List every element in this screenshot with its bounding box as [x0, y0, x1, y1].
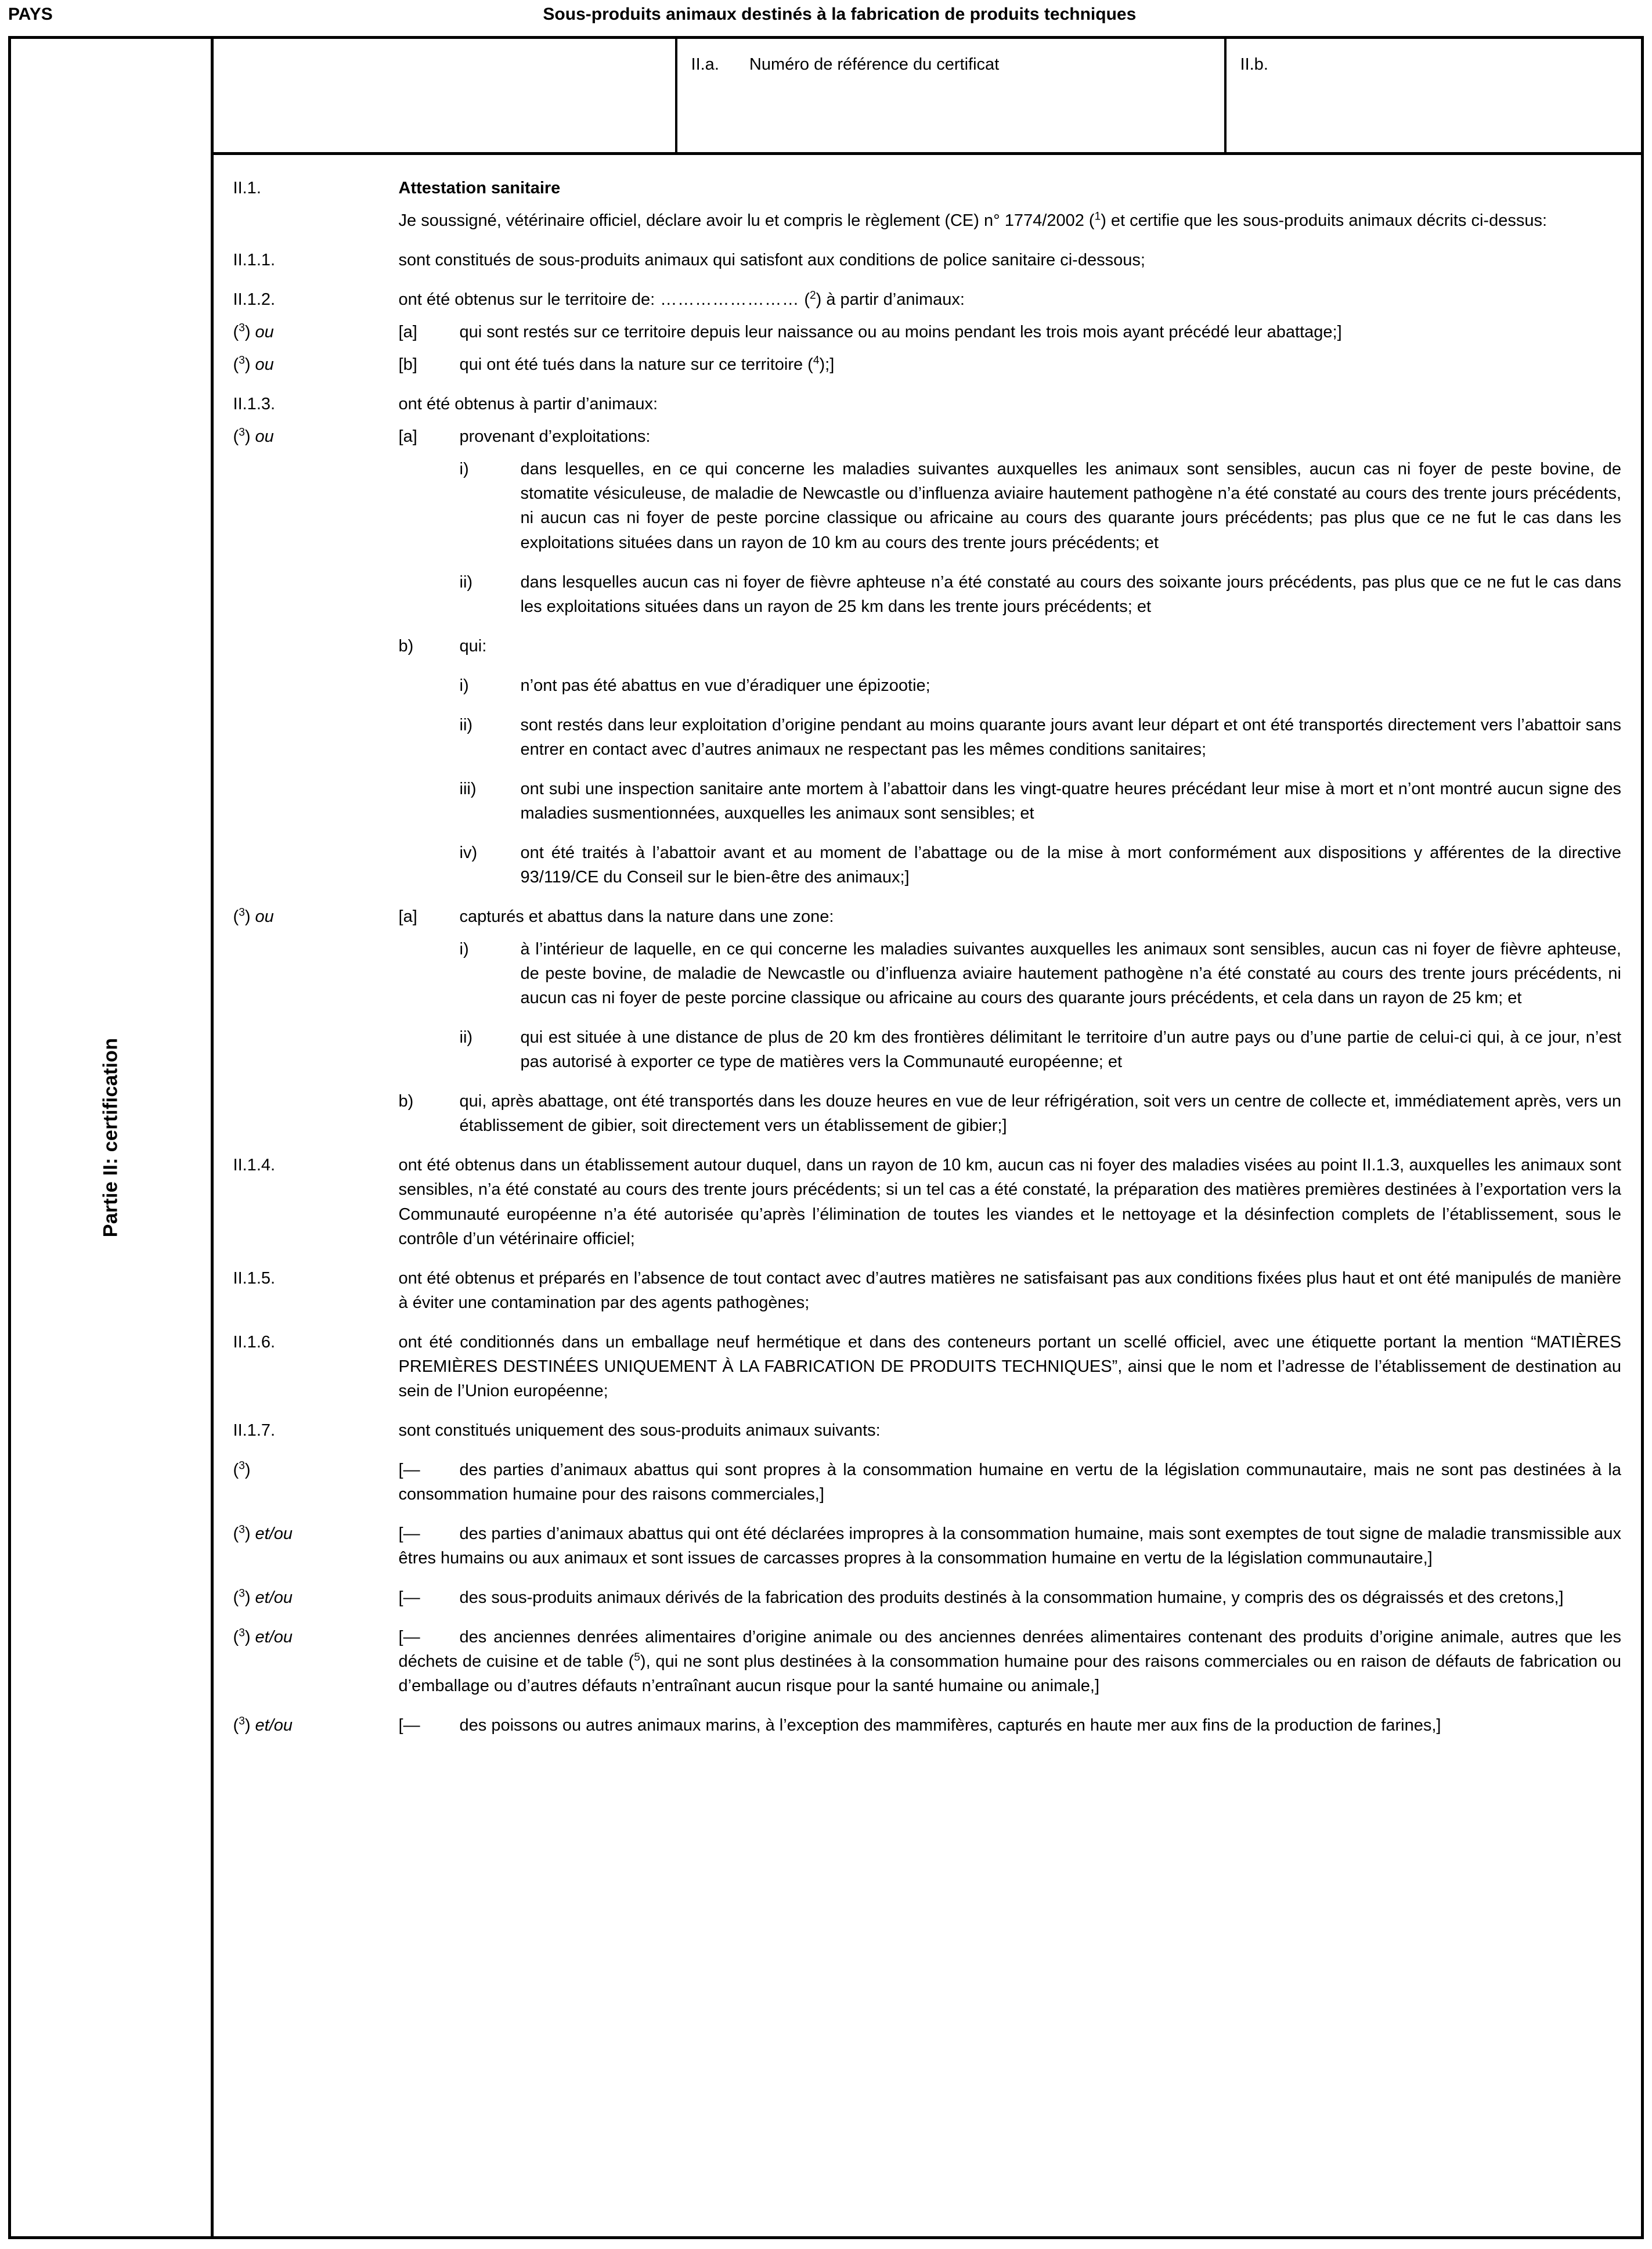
branch-1-lead: provenant d’exploitations: [459, 427, 651, 446]
bullet-2-marker: ($^3$) et/ou [233, 1523, 293, 1543]
section-II-1-2 [233, 287, 1621, 312]
section-number-II-1-4: II.1.4. [233, 1156, 276, 1175]
branch-2-sub-b-text: qui, après abattage, ont été transportés dans les douze heures en vue de leur réfrigération, soit vers un centre de collecte et, immédiatement après, vers un établissement de gibier, soit directement vers un établissement de gibier;] [459, 1092, 1621, 1136]
bullet-5-body [399, 1713, 1621, 1738]
bullet-5-dash: [— [398, 1716, 420, 1735]
option-II-1-2-b [233, 352, 1621, 377]
branch-1-letter: [a] [398, 427, 417, 446]
branch-1-sub-b-item-iii-text: ont subi une inspection sanitaire ante mortem à l’abattoir dans les vingt-quatre heures précédant leur mise à mort et n’ont montré aucun signe des maladies susmentionnées, auxquelles les animaux sont sensibles; et [520, 779, 1621, 823]
section-II-1-3 [233, 392, 1621, 416]
section-II-1-7 [233, 1418, 1621, 1443]
reference-band-spacer [214, 39, 675, 152]
option-text-II-1-2-b: qui ont été tués dans la nature sur ce territoire ($^4$);] [459, 354, 835, 374]
bullet-2-text: des parties d’animaux abattus qui ont été déclarées impropres à la consommation humaine, mais sont exemptes de tout signe de maladie transmissible aux êtres humains ou aux animaux et sont issues de carcasses propres à la consommation humaine en vertu de la législation communautaire,] [398, 1524, 1621, 1568]
section-heading-attestation: Attestation sanitaire [398, 179, 561, 197]
branch-2-item-i [460, 937, 1621, 1010]
option-body-II-1-2-a [399, 320, 1621, 344]
section-II-1-intro-row [233, 208, 1621, 233]
bullet-5-text: des poissons ou autres animaux marins, à l’exception des mammifères, capturés en haute mer aux fins de la production de farines,] [459, 1716, 1441, 1735]
branch-1-sub-b-item-i-label: i) [459, 676, 469, 695]
certificate-reference-cell-b [1227, 39, 1641, 152]
certificate-content [214, 39, 1641, 2236]
document-title: Sous-produits animaux destinés à la fabrication de produits techniques [543, 5, 1137, 24]
branch-1-item-i-text: dans lesquelles, en ce qui concerne les maladies suivantes auxquelles les animaux sont sensibles, aucun cas ni foyer de peste bovine, de stomatite vésiculeuse, de maladie de Newcastle ou d’influenza aviaire hautement pathogène n’a été constaté au cours des trente jours précédents, ni aucun cas ni foyer de peste porcine classique ou africaine au cours des quarante jours précédents; pas plus que ce ne fut le cas dans les exploitations situées dans un rayon de 10 km au cours des trente jours précédents; et [520, 460, 1621, 552]
option-marker-II-1-2-a: ($^3$) ou [233, 322, 274, 342]
branch-2-header [233, 904, 1621, 929]
section-II-1-5 [233, 1266, 1621, 1315]
branch-1-sub-b-item-iv-text: ont été traités à l’abattoir avant et au moment de l’abattage ou de la mise à mort conformément aux dispositions y afférentes de la directive 93/119/CE du Conseil sur le bien-être des animaux;] [520, 843, 1621, 886]
section-text-II-1-1: sont constitués de sous-produits animaux qui satisfont aux conditions de police sanitaire ci-dessous; [398, 251, 1145, 270]
section-number-II-1-6: II.1.6. [233, 1332, 276, 1351]
bullet-1-text: des parties d’animaux abattus qui sont propres à la consommation humaine en vertu de la législation communautaire, mais ne sont pas destinées à la consommation humaine pour des raisons commerciales,] [398, 1460, 1621, 1504]
branch-1-sub-b-header [399, 634, 1621, 658]
section-text-II-1-5: ont été obtenus et préparés en l’absence de tout contact avec d’autres matières ne satisfaisant pas aux conditions fixées plus haut et ont été manipulés de manière à éviter une contamination par des agents pathogènes; [398, 1268, 1621, 1312]
bullet-4-text: des anciennes denrées alimentaires d’origine animale ou des anciennes denrées alimentaires contenant des produits d’origine animale, autres que les déchets de cuisine et de table ($^5$), qui ne sont plus destinées à la consommation humaine pour des raisons commerciales ou en raison de défauts de fabrication ou d’emballage ou d’autres défauts n’entraînant aucun risque pour la santé humaine ou animale,] [398, 1628, 1621, 1696]
branch-1-body [399, 424, 1621, 449]
page-header [0, 0, 1652, 36]
branch-1-sub-b-item-iv-label: iv) [459, 843, 478, 862]
option-II-1-2-a [233, 320, 1621, 344]
bullet-4-dash: [— [398, 1628, 420, 1647]
reference-code-IIb: II.b. [1240, 55, 1268, 74]
branch-2-item-i-text: à l’intérieur de laquelle, en ce qui concerne les maladies suivantes auxquelles les animaux sont sensibles, aucun cas ni foyer de fièvre aphteuse, de peste bovine, de maladie de Newcastle ou d’influenza aviaire hautement pathogène n’a été constaté au cours des trente jours précédents, ni aucun cas ni foyer de peste porcine classique ou africaine au cours des quarante jours précédents, et cela dans un rayon de 25 km; et [520, 940, 1621, 1008]
bullet-4-body [399, 1625, 1621, 1698]
option-letter-II-1-2-b: [b] [398, 355, 417, 374]
bullet-1-dash: [— [398, 1460, 420, 1479]
section-number-II-1-1: II.1.1. [233, 251, 276, 270]
frame-bottom-border [8, 2236, 1644, 2239]
branch-2-sub-b-label: b) [398, 1092, 414, 1111]
branch-1-sub-b-item-i-text: n’ont pas été abattus en vue d’éradiquer une épizootie; [520, 676, 930, 695]
branch-1-marker: ($^3$) ou [233, 426, 274, 446]
bullet-4-marker: ($^3$) et/ou [233, 1627, 293, 1647]
section-II-1-6 [233, 1330, 1621, 1403]
certificate-frame [8, 36, 1644, 2236]
section-text-II-1-6: ont été conditionnés dans un emballage neuf hermétique et dans des conteneurs portant un scellé officiel, avec une étiquette portant la mention “MATIÈRES PREMIÈRES DESTINÉES UNIQUEMENT À LA FABRICATION DE PRODUITS TECHNIQUES”, ainsi que le nom et l’adresse de l’établissement de destination au sein de l’Union européenne; [398, 1332, 1621, 1400]
branch-2-marker: ($^3$) ou [233, 906, 274, 927]
bullet-1-body [399, 1458, 1621, 1506]
reference-band [214, 39, 1641, 155]
reference-code-IIa: II.a. [691, 55, 719, 74]
branch-1-sub-b-item-iii-label: iii) [459, 779, 477, 798]
option-letter-II-1-2-a: [a] [398, 323, 417, 342]
branch-1-sub-b-label: b) [398, 636, 414, 655]
branch-2-body [399, 904, 1621, 929]
bullet-3-text: des sous-produits animaux dérivés de la fabrication des produits destinés à la consommation humaine, y compris des os dégraissés et des cretons,] [459, 1588, 1564, 1608]
bullet-5 [233, 1713, 1621, 1738]
branch-1-item-ii [460, 570, 1621, 619]
bullet-2 [233, 1522, 1621, 1570]
section-text-II-1-4: ont été obtenus dans un établissement autour duquel, dans un rayon de 10 km, aucun cas ni foyer des maladies visées au point II.1.3, auxquelles les animaux sont sensibles, n’a été constaté au cours des trente jours précédents; si un tel cas a été constaté, la préparation des matières premières destinées à l’exportation vers la Communauté européenne n’a été autorisée qu’après l’élimination de toutes les viandes et le nettoyage et la désinfection complets de l’établissement, sous le contrôle d’un vétérinaire officiel; [398, 1156, 1621, 1248]
section-II-1 [233, 176, 1621, 200]
branch-1-sub-b-lead: qui: [459, 636, 487, 655]
part-label-column [11, 39, 214, 2236]
bullet-1-marker: ($^3$) [233, 1459, 251, 1479]
branch-2-item-i-label: i) [459, 940, 469, 959]
bullet-2-body [399, 1522, 1621, 1570]
branch-2-item-ii-text: qui est située à une distance de plus de 20 km des frontières délimitant le territoire d’un autre pays ou d’une partie de celui-ci qui, à ce jour, n’est pas autorisé à exporter ce type de matières vers la Communauté européenne; et [520, 1028, 1621, 1072]
option-body-II-1-2-b [399, 352, 1621, 377]
branch-1-sub-b-item-ii-text: sont restés dans leur exploitation d’origine pendant au moins quarante jours avant leur départ et ont été transportés directement vers l’abattoir sans entrer en contact avec d’autres animaux ne respectant pas les mêmes conditions sanitaires; [520, 715, 1621, 759]
branch-1-sub-b-item-i [460, 673, 1621, 698]
section-text-II-1-7: sont constitués uniquement des sous-produits animaux suivants: [398, 1421, 881, 1440]
section-II-1-4 [233, 1153, 1621, 1250]
branch-1-item-i [460, 457, 1621, 554]
section-text-II-1-3: ont été obtenus à partir d’animaux: [398, 395, 658, 414]
branch-1-header [233, 424, 1621, 449]
option-marker-II-1-2-b: ($^3$) ou [233, 354, 274, 374]
bullet-2-dash: [— [398, 1524, 420, 1543]
bullet-4 [233, 1625, 1621, 1698]
branch-2-sub-b [399, 1089, 1621, 1138]
section-number-II-1-7: II.1.7. [233, 1421, 276, 1440]
branch-1-sub-b-item-ii [460, 713, 1621, 762]
branch-2-lead: capturés et abattus dans la nature dans une zone: [459, 907, 834, 927]
section-II-1-intro: Je soussigné, vétérinaire officiel, déclare avoir lu et compris le règlement (CE) n° 1774/2002 ($^1$) et certifie que les sous-produits animaux décrits ci-dessus: [398, 210, 1548, 230]
branch-2-letter: [a] [398, 907, 417, 927]
bullet-3-marker: ($^3$) et/ou [233, 1587, 293, 1608]
branch-2-item-ii [460, 1025, 1621, 1074]
bullet-3 [233, 1585, 1621, 1610]
branch-1-sub-b-item-ii-label: ii) [459, 715, 473, 734]
option-text-II-1-2-a: qui sont restés sur ce territoire depuis leur naissance ou au moins pendant les trois mois ayant précédé leur abattage;] [459, 323, 1342, 342]
branch-1-sub-b-item-iii [460, 777, 1621, 826]
certificate-body [214, 155, 1641, 2236]
section-text-II-1-2: ont été obtenus sur le territoire de: …………………… ($^2$) à partir d’animaux: [398, 289, 965, 309]
country-label: PAYS [8, 5, 53, 24]
part-label-text: Partie II: certification [99, 1037, 122, 1238]
bullet-3-body [399, 1585, 1621, 1610]
branch-1-item-ii-text: dans lesquelles aucun cas ni foyer de fièvre aphteuse n’a été constaté au cours des soixante jours précédents, pas plus que ce ne fut le cas dans les exploitations situées dans un rayon de 25 km dans les trente jours précédents; et [520, 572, 1621, 616]
branch-1-item-ii-label: ii) [459, 572, 473, 592]
branch-2-item-ii-label: ii) [459, 1028, 473, 1047]
section-number-II-1-3: II.1.3. [233, 395, 276, 414]
bullet-3-dash: [— [398, 1588, 420, 1608]
branch-1-item-i-label: i) [459, 460, 469, 479]
reference-label-IIa: Numéro de référence du certificat [749, 55, 1000, 74]
bullet-5-marker: ($^3$) et/ou [233, 1715, 293, 1735]
section-number-II-1: II.1. [233, 179, 261, 197]
branch-1-sub-b-item-iv [460, 841, 1621, 889]
section-number-II-1-2: II.1.2. [233, 290, 276, 309]
section-number-II-1-5: II.1.5. [233, 1268, 276, 1288]
bullet-1 [233, 1458, 1621, 1506]
section-II-1-1 [233, 248, 1621, 272]
certificate-reference-cell [675, 39, 1227, 152]
